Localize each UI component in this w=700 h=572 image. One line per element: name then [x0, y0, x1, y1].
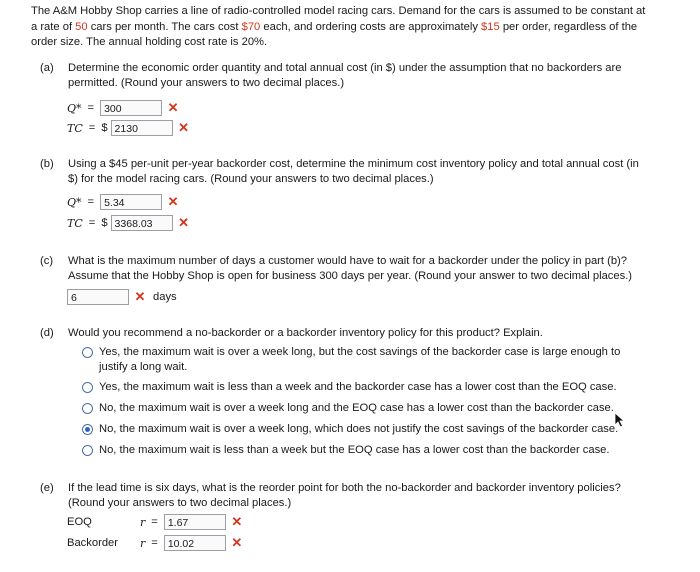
part-b-q-row	[67, 193, 180, 211]
part-d-label: (d)	[40, 327, 54, 339]
part-c-text-line: What is the maximum number of days a customer would have to wait for a backorder under the policy in part (b)?	[68, 255, 628, 267]
equals-sign: =	[88, 122, 96, 134]
demand-value: 50	[75, 20, 88, 33]
part-a-text-line: Determine the economic order quantity and total annual cost (in $) under the assumption that no backorders are	[68, 62, 622, 74]
intro-line-2	[31, 20, 691, 36]
option-text-line: Yes, the maximum wait is over a week long, but the cost savings of the backorder case is large enough to	[99, 346, 621, 358]
radio-button[interactable]	[82, 382, 93, 393]
radio-option-2[interactable]	[82, 380, 617, 395]
days-unit-label: days	[153, 291, 177, 303]
part-e-text-line: If the lead time is six days, what is the reorder point for both the no-backorder and backorder inventory policies?	[68, 482, 621, 494]
part-b-tc-input[interactable]: 3368.03	[111, 215, 173, 231]
radio-option-5[interactable]	[82, 443, 610, 458]
part-a-tc-input[interactable]: 2130	[111, 120, 173, 136]
part-a-text-line: permitted. (Round your answers to two decimal places.)	[68, 77, 345, 89]
part-e-text-line: (Round your answers to two decimal places.)	[68, 497, 292, 509]
problem-intro	[31, 4, 691, 51]
part-a-question	[68, 61, 621, 91]
part-c-label: (c)	[40, 255, 54, 267]
radio-button[interactable]	[82, 445, 93, 456]
part-c-text-line: Assume that the Hobby Shop is open for business 300 days per year. (Round your answer to two decimal places.)	[68, 270, 633, 282]
option-text-line: justify a long wait.	[99, 361, 188, 373]
part-a-q-row	[67, 99, 180, 117]
part-a-q-input[interactable]: 300	[100, 100, 162, 116]
equals-sign: =	[88, 217, 96, 229]
dollar-sign: $	[101, 122, 108, 134]
radio-button[interactable]	[82, 403, 93, 414]
part-b-question	[68, 157, 639, 187]
wrong-mark-icon: ✕	[178, 120, 189, 135]
tc-label: TC	[67, 121, 83, 135]
part-e-question	[68, 481, 621, 511]
part-b-tc-row	[67, 214, 191, 232]
tc-label: TC	[67, 216, 83, 230]
equals-sign: =	[87, 196, 95, 208]
part-d-question: Would you recommend a no-backorder or a backorder inventory policy for this product? Explain.	[68, 327, 543, 339]
equals-sign: =	[151, 537, 158, 549]
wrong-mark-icon: ✕	[134, 289, 146, 304]
option-5-text: No, the maximum wait is less than a week but the EOQ case has a lower cost than the backorder case.	[99, 444, 610, 456]
wrong-mark-icon: ✕	[231, 535, 243, 550]
radio-button[interactable]	[82, 347, 93, 358]
equals-sign: =	[151, 516, 158, 528]
wrong-mark-icon: ✕	[167, 194, 179, 209]
part-c-question	[68, 254, 632, 284]
order-cost-value: $15	[481, 20, 500, 33]
r-label: r	[140, 536, 146, 550]
part-e-backorder-row	[67, 534, 244, 552]
wrong-mark-icon: ✕	[231, 514, 243, 529]
q-star-label: Q*	[67, 101, 82, 115]
radio-option-4-selected[interactable]	[82, 422, 618, 437]
radio-button-selected[interactable]	[82, 424, 93, 435]
wrong-mark-icon: ✕	[178, 215, 189, 230]
backorder-reorder-input[interactable]: 10.02	[164, 535, 226, 551]
dollar-sign: $	[101, 217, 108, 229]
intro-text: cars per month. The cars cost	[87, 20, 242, 33]
wrong-mark-icon: ✕	[167, 100, 179, 115]
intro-text: per order, regardless of the	[499, 20, 638, 33]
mouse-pointer-icon	[614, 412, 626, 428]
option-1-text	[99, 345, 620, 375]
option-4-text: No, the maximum wait is over a week long, which does not justify the cost savings of the backorder case.	[99, 423, 619, 435]
equals-sign: =	[87, 102, 95, 114]
radio-option-1[interactable]	[82, 345, 620, 375]
part-a-label: (a)	[40, 62, 54, 74]
part-c-days-input[interactable]: 6	[67, 289, 129, 305]
part-b-text-line: $) for the model racing cars. (Round your answers to two decimal places.)	[68, 173, 434, 185]
backorder-label: Backorder	[67, 537, 118, 549]
radio-option-3[interactable]	[82, 401, 614, 416]
intro-line-1: The A&M Hobby Shop carries a line of radio-controlled model racing cars. Demand for the cars is assumed to be constant at	[31, 5, 646, 17]
eoq-reorder-input[interactable]: 1.67	[164, 514, 226, 530]
part-a-tc-row	[67, 119, 191, 137]
part-c-answer-row	[67, 288, 177, 306]
part-e-eoq-row	[67, 513, 244, 531]
part-b-q-input[interactable]: 5.34	[100, 194, 162, 210]
option-2-text: Yes, the maximum wait is less than a week and the backorder case has a lower cost than the EOQ case.	[99, 381, 617, 393]
intro-line-3: order size. The annual holding cost rate is 20%.	[31, 36, 268, 48]
part-e-label: (e)	[40, 482, 54, 494]
part-b-text-line: Using a $45 per-unit per-year backorder cost, determine the minimum cost inventory policy and total annual cost (in	[68, 158, 639, 170]
option-3-text: No, the maximum wait is over a week long and the EOQ case has a lower cost than the backorder case.	[99, 402, 614, 414]
cost-value: $70	[241, 20, 261, 33]
r-label: r	[140, 515, 146, 529]
part-b-label: (b)	[40, 158, 54, 170]
eoq-label: EOQ	[67, 516, 92, 528]
intro-text: each, and ordering costs are approximately	[260, 20, 482, 33]
intro-text: a rate of	[31, 20, 76, 33]
q-star-label: Q*	[67, 195, 82, 209]
